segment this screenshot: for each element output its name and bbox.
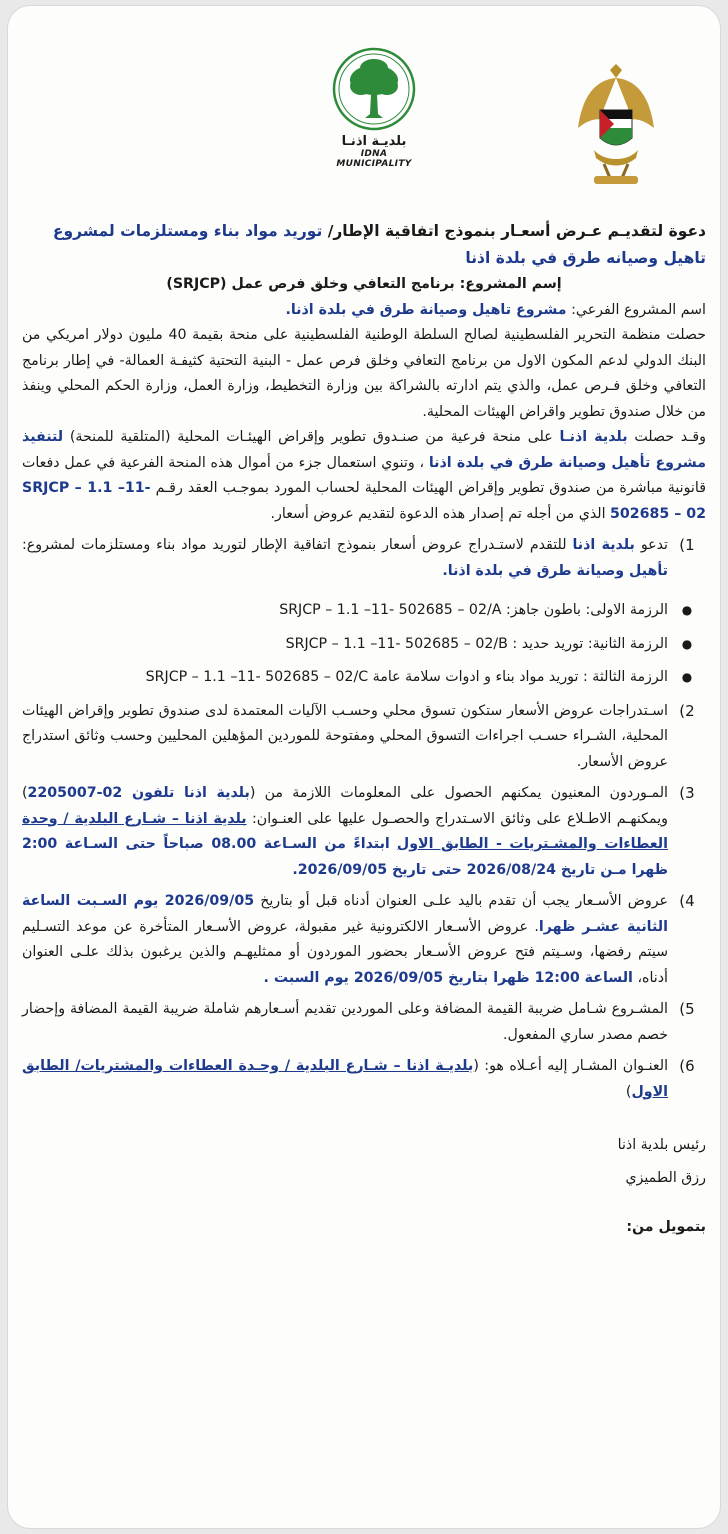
- item-6-text: [22, 1054, 668, 1105]
- signature-title: رئيس بلدية اذنا: [617, 1137, 706, 1153]
- item-1-text-c: للتقدم لاستـدراج عروض أسعار بنموذج اتفاقية الإطار لتوريد مواد بناء ومستلزمات لمشروع:: [22, 537, 567, 553]
- item-3-contact: بلدية اذنا تلفون 02-2205007: [27, 785, 250, 801]
- item-6-address: بلديـة اذنا – شـارع البلدية / وحـدة العطاءات والمشتريات/ الطابق الاول: [22, 1058, 668, 1100]
- item-3-number: 3): [679, 784, 695, 802]
- intro-2-text-c: على منحة فرعية من صنـدوق تطوير وإقراض الهيئـات المحلية (المتلقية للمنحة): [69, 429, 553, 445]
- intro-2-text-a: وقـد حصلت: [634, 429, 707, 445]
- item-1-project: تأهيل وصيانة طرق في بلدة اذنا.: [442, 562, 668, 579]
- item-6: [22, 1054, 706, 1105]
- item-4-text: [22, 889, 668, 991]
- tree-logo-icon: [331, 46, 417, 132]
- item-4-text-a: عروض الأسـعار يجب أن تقدم باليد علـى العنوان أدناه قبل أو بتاريخ: [260, 893, 668, 909]
- item-4-deadline: 2026/09/05 يوم السـبت الساعة الثانية عشـر ظهرا: [22, 893, 668, 935]
- item-1-text: [22, 533, 668, 584]
- advertisement-page: [8, 6, 720, 1528]
- item-2-number: 2): [679, 701, 695, 720]
- item-3-address: بلدية اذنا – شـارع البلدية / وحدة العطاءات والمشـتريات - الطابق الاول: [22, 810, 669, 852]
- item-5-text: المشـروع شـامل ضريبة القيمة المضافة وعلى الموردين تقديم أسـعارهم شاملة ضريبة القيمة المضافة وإحضار خصم مصدر ساري المفعول.: [22, 1001, 668, 1043]
- project-name: إسم المشروع: برنامج التعافي وخلق فرص عمل (SRJCP): [166, 276, 562, 292]
- item-5: [22, 997, 706, 1048]
- package-label: الرزمة الاولى: باطون جاهز:: [506, 602, 668, 618]
- bullet-icon: ●: [681, 603, 693, 617]
- bullet-icon: ●: [681, 670, 693, 684]
- item-2-text: اسـتدراجات عروض الأسعار ستكون تسوق محلي وحسـب الآليات المعتمدة لدى صندوق تطوير وإقراض الهيئات المحلية، الشـراء حسـب اجراءات التسوق المحلي ومفتوحة للموردين المؤهلين المحليين وحسب وثائق استدراج عروض الأسعار.: [22, 702, 668, 770]
- signature-block: [22, 1129, 706, 1195]
- intro-2-municipality: بلدية اذنـا: [559, 429, 628, 445]
- subproject-label: اسم المشروع الفرعي:: [571, 301, 706, 318]
- municipality-name-english: IDNA MUNICIPALITY: [336, 149, 412, 169]
- item-1-number: 1): [679, 536, 695, 554]
- list-item: [22, 598, 706, 624]
- item-4-opening-time: الساعة 12:00 ظهرا بتاريخ 2026/09/05 يوم السبت .: [263, 969, 633, 986]
- subproject-value: مشروع تاهيل وصيانة طرق في بلدة اذنا.: [285, 301, 567, 318]
- item-3-text-c: ) ويمكنهـم الاطـلاع على وثائق الاسـتدراج والحصـول عليها على العنـوان:: [22, 785, 668, 827]
- intro-paragraph-1: حصلت منظمة التحرير الفلسطينية لصالح السلطة الوطنية الفلسطينية على منحة بقيمة 40 مليون دولار امريكي من البنك الدولي لدعم المكون الاول من برنامج التعافي وخلق فرص عمل - البنية التحتية كثيفـة العمالة- في إطار برنامج التعافي وخلق فـرص عمل، والذي يتم ادارته بالشراكة بين وزارة التخطيط، وزارة العمل، وزارة الحكم المحلي وينفذ من خلال صندوق تطوير واقراض الهيئات المحلية.: [22, 327, 706, 420]
- palestine-emblem-icon: [574, 50, 658, 190]
- ad-title: [22, 218, 706, 272]
- item-3-dates: ابتداءً من السـاعة 08.00 صباحاً حتى السـاعة 2:00 ظهرا مـن تاريخ 2026/08/24 حتى تاريخ 2026/09/05.: [22, 836, 668, 878]
- header: [8, 6, 720, 206]
- package-list: [22, 598, 706, 691]
- item-1-municipality: بلدية اذنا: [572, 537, 635, 553]
- title-blue: توريد مواد بناء ومستلزمات لمشروع تاهيل وصيانه طرق في بلدة اذنا: [52, 222, 706, 267]
- ad-body: [22, 218, 706, 1241]
- contract-number: SRJCP – 1.1 –11- 502685 – 02: [22, 480, 706, 522]
- item-3-text: [22, 781, 668, 883]
- subproject-line: [22, 298, 706, 324]
- intro-2-project: لتنفيذ مشروع تأهيل وصيانة طرق في بلدة اذنا: [22, 429, 707, 471]
- municipality-logo: [324, 46, 424, 186]
- package-label: الرزمة الثانية: توريد حديد :: [512, 635, 668, 652]
- item-2: [22, 699, 706, 776]
- item-6-text-c: ): [625, 1083, 632, 1100]
- package-code: SRJCP – 1.1 –11- 502685 – 02/B: [285, 635, 508, 652]
- item-4: [22, 889, 706, 991]
- intro-paragraph-2: [22, 425, 706, 527]
- package-code: SRJCP – 1.1 –11- 502685 – 02/A: [279, 602, 502, 618]
- list-item: [22, 665, 706, 691]
- item-5-number: 5): [679, 1000, 695, 1018]
- funding-label: بتمويل من:: [626, 1219, 706, 1235]
- bullet-icon: ●: [681, 636, 693, 651]
- item-4-number: 4): [679, 892, 695, 910]
- item-3-text-a: المـوردون المعنيون يمكنهم الحصول على المعلومات اللازمة من (: [249, 785, 668, 801]
- package-code: SRJCP – 1.1 –11- 502685 – 02/C: [145, 669, 369, 685]
- item-3: [22, 781, 706, 883]
- intro-2-text-e: ، وتنوي استعمال جزء من أموال هذه المنحة الفرعية في عمل دفعات قانونية مباشرة من صندوق تطوير وإقراض الهيئات المحلية لحساب المورد بموجـب العقد رقـم: [22, 454, 706, 496]
- item-4-text-c: . عروض الأسـعار الالكترونية غير مقبولة، عروض الأسـعار المتأخرة عن موعد التسـليم سيتم رفضها، وسـيتم فتح عروض الأسـعار بحضور الموردون أو ممثليهـم والذين يرغبون بذلك علـى العنوان أدناه،: [22, 918, 668, 986]
- item-6-number: 6): [679, 1057, 695, 1075]
- title-black: دعوة لتقديـم عـرض أسعـار بنموذج اتفاقية الإطار/: [327, 222, 706, 240]
- list-item: [22, 632, 706, 658]
- municipality-name-arabic: بلديـة اذنـا: [341, 134, 407, 149]
- item-1-text-a: تدعو: [640, 537, 669, 553]
- item-1: [22, 533, 706, 584]
- package-label: الرزمة الثالثة : توريد مواد بناء و ادوات سلامة عامة: [372, 669, 668, 685]
- signature-name: رزق الطميزي: [625, 1170, 706, 1186]
- item-6-text-a: العنـوان المشـار إليه أعـلاه هو: (: [473, 1058, 669, 1074]
- intro-2-text-f: الذي من أجله تم إصدار هذه الدعوة لتقديم عروض أسعار.: [270, 505, 606, 522]
